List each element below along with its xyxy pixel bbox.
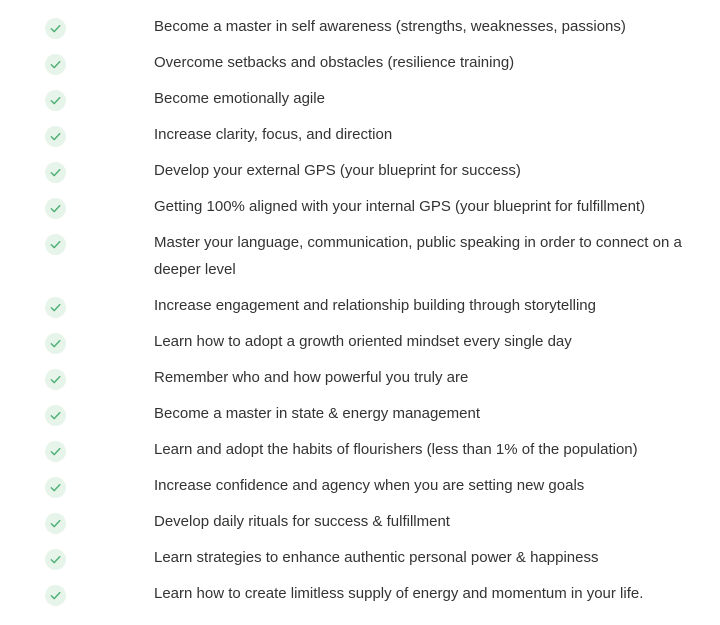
check-icon-graphic bbox=[45, 126, 66, 147]
list-item bbox=[0, 292, 720, 319]
check-icon-graphic bbox=[45, 90, 66, 111]
list-item bbox=[0, 544, 720, 571]
benefit-text: Remember who and how powerful you truly are bbox=[154, 369, 469, 386]
benefit-text: Become a master in state & energy management bbox=[154, 405, 481, 422]
list-item bbox=[0, 364, 720, 391]
check-icon-graphic bbox=[45, 549, 66, 570]
list-item bbox=[0, 472, 720, 499]
check-icon bbox=[45, 549, 66, 570]
benefit-text: Develop your external GPS (your blueprint for success) bbox=[154, 162, 521, 179]
check-icon-graphic bbox=[45, 162, 66, 183]
check-icon bbox=[45, 54, 66, 75]
check-icon bbox=[45, 297, 66, 318]
check-icon-graphic bbox=[45, 54, 66, 75]
check-icon-graphic bbox=[45, 405, 66, 426]
list-item bbox=[0, 193, 720, 220]
benefit-text: Learn strategies to enhance authentic personal power & happiness bbox=[154, 549, 599, 566]
check-icon-graphic bbox=[45, 585, 66, 606]
check-icon bbox=[45, 369, 66, 390]
check-icon bbox=[45, 477, 66, 498]
check-icon bbox=[45, 18, 66, 39]
list-item bbox=[0, 436, 720, 463]
list-item bbox=[0, 229, 720, 283]
list-item bbox=[0, 121, 720, 148]
check-icon bbox=[45, 405, 66, 426]
check-icon bbox=[45, 162, 66, 183]
benefit-text: Increase clarity, focus, and direction bbox=[154, 126, 393, 143]
check-icon-graphic bbox=[45, 477, 66, 498]
check-icon-graphic bbox=[45, 333, 66, 354]
benefit-text: Increase confidence and agency when you are setting new goals bbox=[154, 477, 585, 494]
benefit-text: Overcome setbacks and obstacles (resilience training) bbox=[154, 54, 515, 71]
list-item bbox=[0, 328, 720, 355]
check-icon bbox=[45, 585, 66, 606]
check-icon-graphic bbox=[45, 234, 66, 255]
list-item bbox=[0, 13, 720, 40]
check-icon-graphic bbox=[45, 297, 66, 318]
benefit-text: Master your language, communication, public speaking in order to connect on a deeper level bbox=[154, 234, 682, 278]
benefit-text: Getting 100% aligned with your internal GPS (your blueprint for fulfillment) bbox=[154, 198, 646, 215]
check-icon bbox=[45, 333, 66, 354]
check-icon-graphic bbox=[45, 513, 66, 534]
benefit-text: Become a master in self awareness (strengths, weaknesses, passions) bbox=[154, 18, 626, 35]
benefit-text: Learn how to create limitless supply of energy and momentum in your life. bbox=[154, 585, 644, 602]
list-item bbox=[0, 157, 720, 184]
benefit-text: Learn and adopt the habits of flourishers (less than 1% of the population) bbox=[154, 441, 638, 458]
list-item bbox=[0, 49, 720, 76]
check-icon bbox=[45, 234, 66, 255]
check-icon bbox=[45, 126, 66, 147]
check-icon-graphic bbox=[45, 18, 66, 39]
benefit-text: Develop daily rituals for success & fulfillment bbox=[154, 513, 450, 530]
benefit-text: Learn how to adopt a growth oriented mindset every single day bbox=[154, 333, 572, 350]
check-icon bbox=[45, 513, 66, 534]
check-icon bbox=[45, 90, 66, 111]
benefit-text: Become emotionally agile bbox=[154, 90, 325, 107]
check-icon-graphic bbox=[45, 369, 66, 390]
list-item bbox=[0, 508, 720, 535]
list-item bbox=[0, 400, 720, 427]
check-icon bbox=[45, 198, 66, 219]
check-icon-graphic bbox=[45, 198, 66, 219]
check-icon bbox=[45, 441, 66, 462]
list-item bbox=[0, 85, 720, 112]
list-item bbox=[0, 580, 720, 607]
check-icon-graphic bbox=[45, 441, 66, 462]
benefit-text: Increase engagement and relationship building through storytelling bbox=[154, 297, 596, 314]
